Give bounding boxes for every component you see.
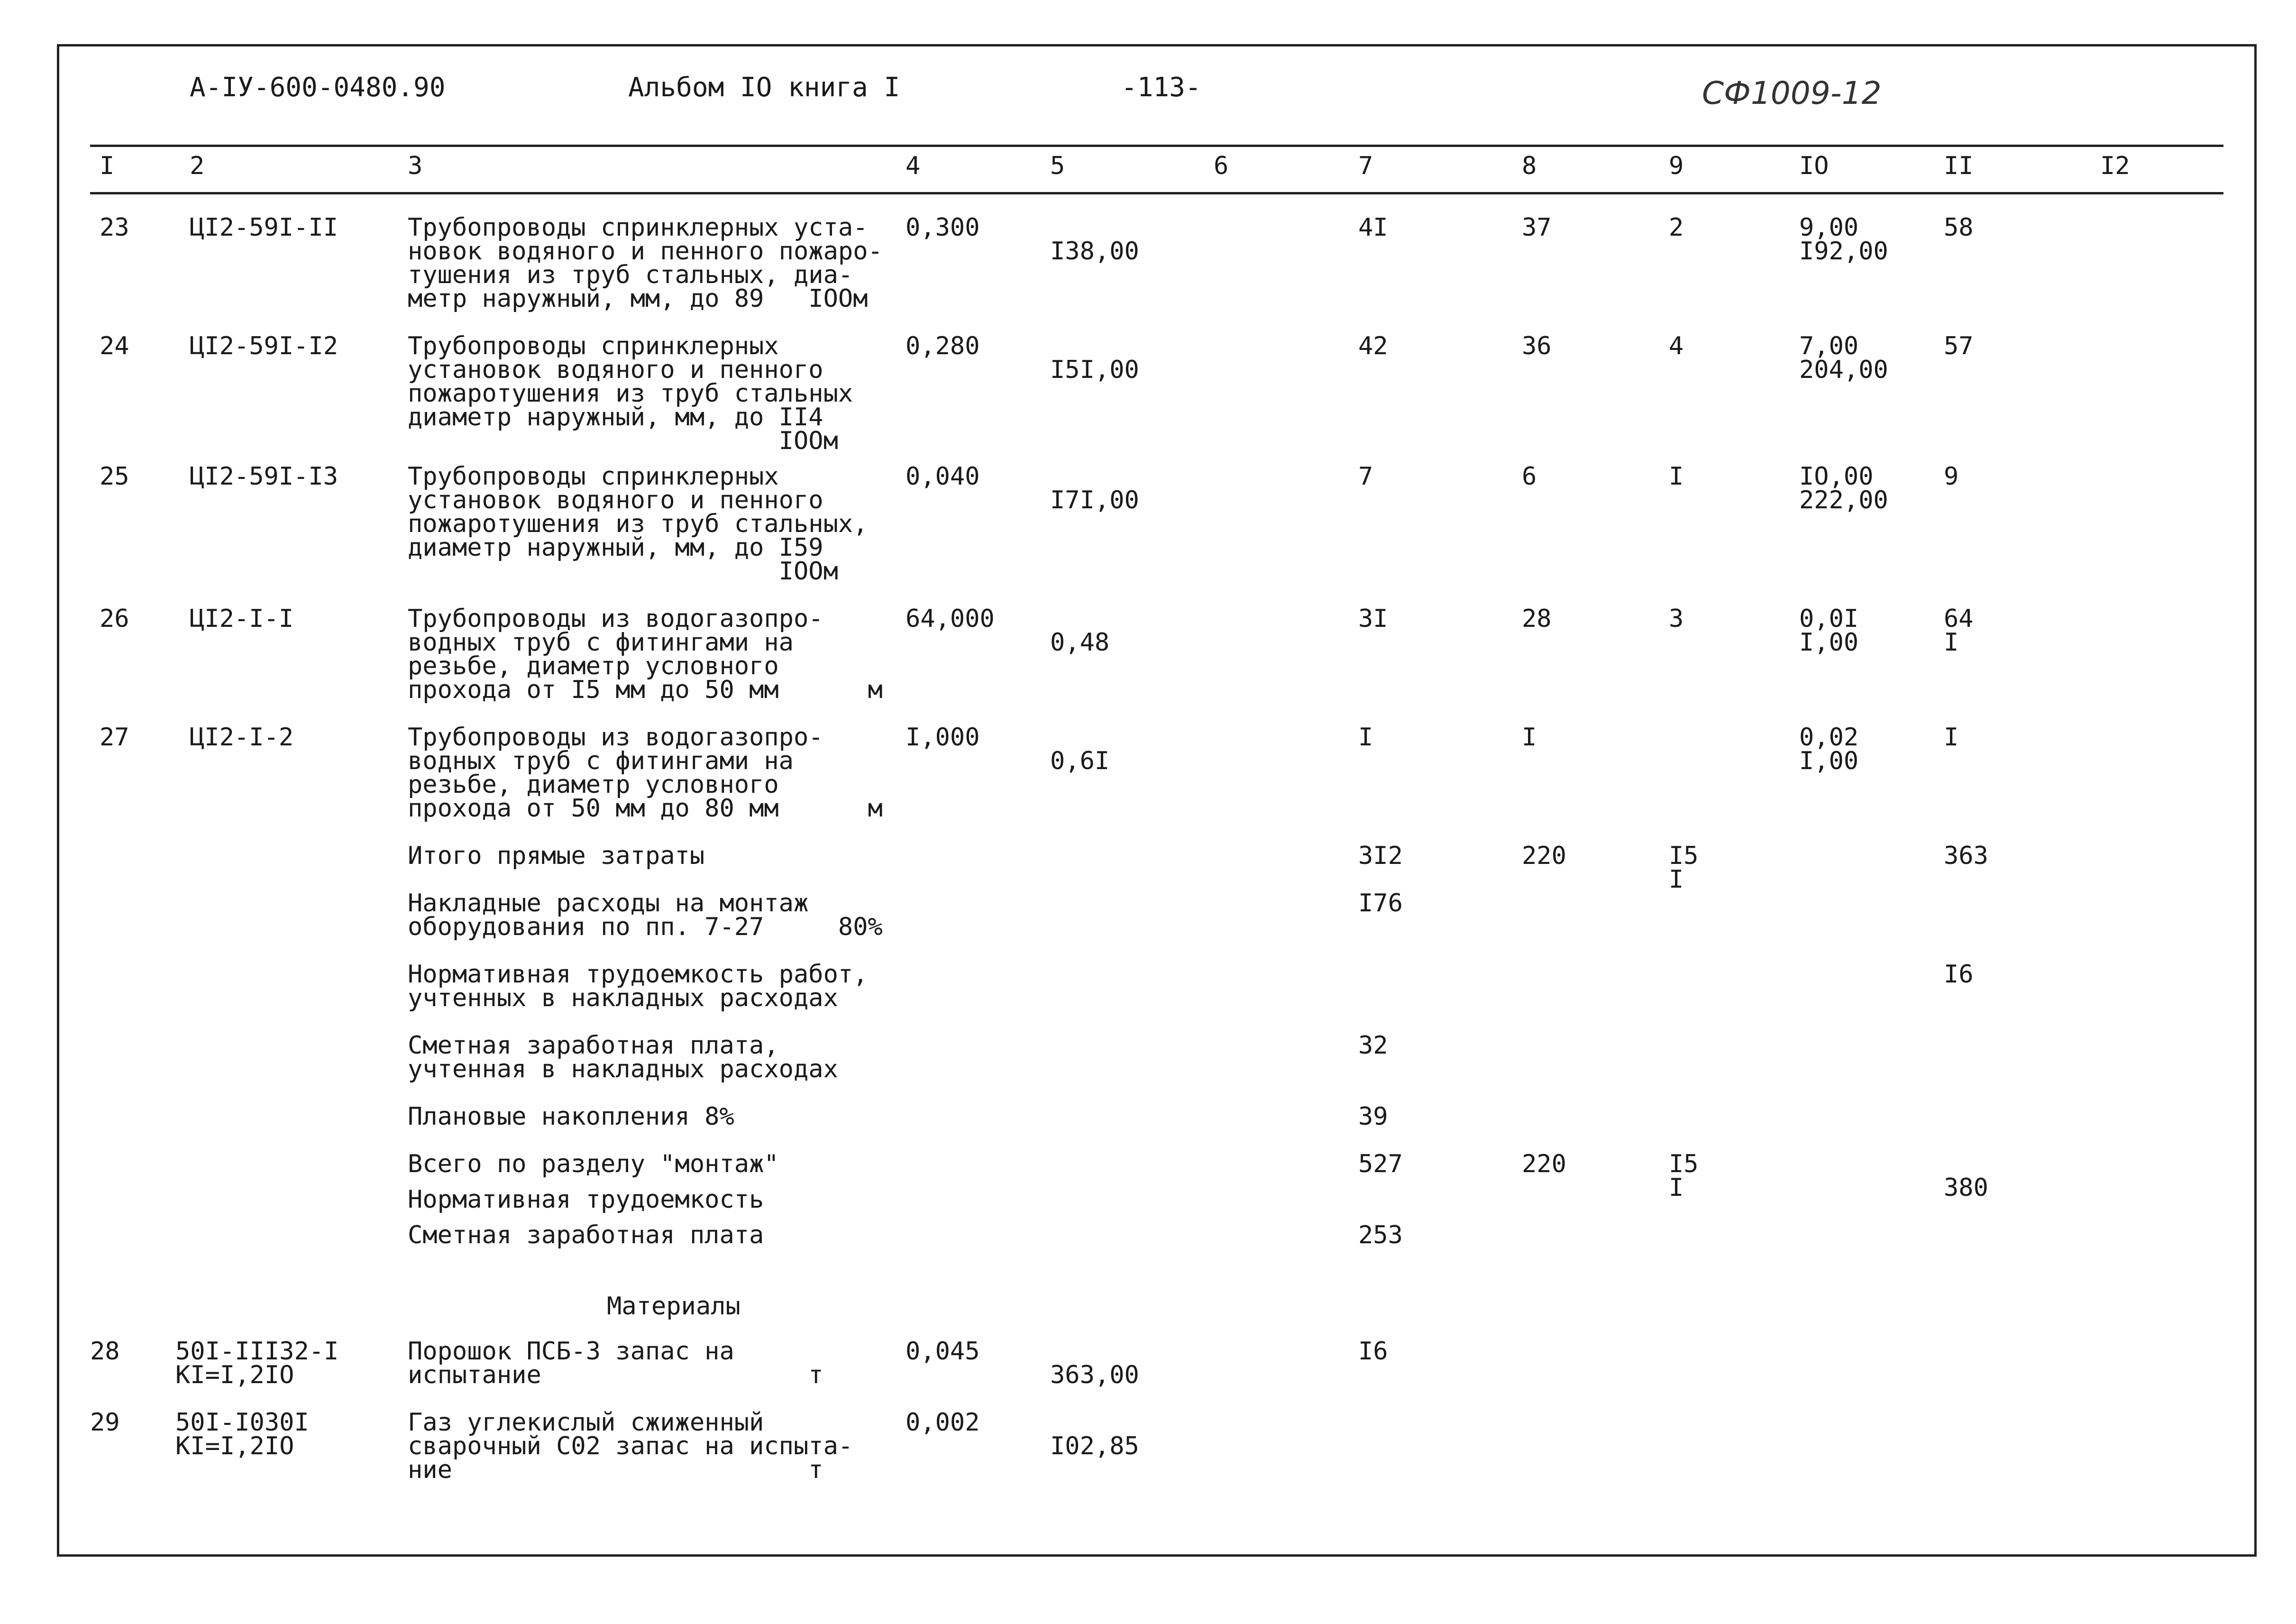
summary-labor-hours: 363 [1944,842,1988,870]
summary-label: Всего по разделу "монтаж" [408,1150,779,1178]
row-description: прохода от 50 мм до 80 мм м [408,794,883,823]
row-description: пожаротушения из труб стальных [408,379,853,408]
cost-cell: 7 [1358,462,1373,491]
row-number: 23 [100,213,129,242]
row-description: водных труб с фитингами на [408,747,794,775]
row-description: резьбе, диаметр условного [408,771,779,799]
page-number: -113- [1121,72,1201,103]
section-heading: Материалы [607,1292,741,1321]
cost-cell: I6 [1358,1337,1388,1366]
column-header: 7 [1358,152,1373,180]
resource-code: КI=I,2IО [175,1432,294,1460]
norm-cell: 204,00 [1799,356,1888,384]
quantity-cell: 0,045 [906,1337,980,1366]
machine-cost-cell: 3 [1669,605,1684,633]
column-header: 3 [408,152,423,180]
quantity-cell: 0,280 [906,332,980,360]
resource-code: ЦI2-59I-I2 [190,332,338,360]
labor-hours-cell: I [1944,628,1959,657]
row-description: новок водяного и пенного пожаро- [408,237,883,266]
norm-cell: 9,00 [1799,213,1859,242]
machine-cost-cell: 4 [1669,332,1684,360]
quantity-cell: 0,300 [906,213,980,242]
row-description: IOOм [408,557,838,586]
row-description: ние т [408,1456,823,1484]
row-description: метр наружный, мм, до 89 IOOм [408,284,868,313]
norm-cell: I,00 [1799,628,1859,657]
cost-cell: I [1358,723,1373,752]
row-description: резьбе, диаметр условного [408,652,779,680]
norm-cell: IO,00 [1799,462,1874,491]
column-header: 4 [906,152,921,180]
summary-label: Сметная заработная плата, [408,1031,779,1060]
row-description: Трубопроводы из водогазопро- [408,605,823,633]
column-header: 6 [1214,152,1229,180]
row-number: 26 [100,605,129,633]
unit-price-cell: I5I,00 [1050,356,1139,384]
norm-cell: 0,0I [1799,605,1859,633]
unit-price-cell: 0,6I [1050,747,1110,775]
resource-code: КI=I,2IО [175,1361,294,1389]
resource-code: ЦI2-59I-II [190,213,338,242]
norm-cell: 0,02 [1799,723,1859,752]
row-description: тушения из труб стальных, диа- [408,261,853,289]
summary-machine-cost: I [1669,865,1684,894]
resource-code: 50I-III32-I [175,1337,339,1366]
row-description: сварочный С02 запас на испыта- [408,1432,853,1460]
machine-cost-cell: 2 [1669,213,1684,242]
row-number: 24 [100,332,129,360]
resource-code: ЦI2-I-I [190,605,294,633]
row-number: 29 [90,1408,120,1437]
album-label: Альбом IО книга I [628,72,900,103]
column-header: I2 [2100,152,2130,180]
summary-cost: 39 [1358,1102,1388,1131]
row-description: IOOм [408,427,838,455]
summary-label: Накладные расходы на монтаж [408,889,809,918]
row-description: Газ углекислый сжиженный [408,1408,764,1437]
row-description: Трубопроводы из водогазопро- [408,723,823,752]
labor-cost-cell: 37 [1522,213,1552,242]
row-description: пожаротушения из труб стальных, [408,510,868,538]
summary-cost: 527 [1358,1150,1403,1178]
unit-price-cell: 0,48 [1050,628,1110,657]
quantity-cell: I,000 [906,723,980,752]
summary-label: Плановые накопления 8% [408,1102,734,1131]
summary-label: Нормативная трудоемкость [408,1185,764,1214]
norm-cell: 222,00 [1799,486,1888,514]
column-header: II [1944,152,1974,180]
norm-cell: I,00 [1799,747,1859,775]
unit-price-cell: I7I,00 [1050,486,1139,514]
column-header: 8 [1522,152,1537,180]
unit-price-cell: 363,00 [1050,1361,1139,1389]
summary-cost: 253 [1358,1221,1403,1249]
cost-cell: 3I [1358,605,1388,633]
unit-price-cell: I02,85 [1050,1432,1139,1460]
summary-labor-hours: I6 [1944,960,1974,989]
column-header: 9 [1669,152,1684,180]
summary-labor-cost: 220 [1522,842,1566,870]
row-description: установок водяного и пенного [408,356,823,384]
labor-cost-cell: 36 [1522,332,1552,360]
labor-hours-cell: 9 [1944,462,1959,491]
row-description: прохода от I5 мм до 50 мм м [408,676,883,704]
summary-machine-cost: I5 [1669,842,1699,870]
labor-hours-cell: 64 [1944,605,1974,633]
column-header: I [100,152,115,180]
summary-label: Сметная заработная плата [408,1221,764,1249]
machine-cost-cell: I [1669,462,1684,491]
row-description: диаметр наружный, мм, до II4 [408,403,823,431]
document-code: А-IУ-600-0480.90 [190,72,446,103]
column-header: 5 [1050,152,1065,180]
row-number: 25 [100,462,129,491]
labor-hours-cell: I [1944,723,1959,752]
row-description: Трубопроводы спринклерных [408,332,779,360]
column-header: 2 [190,152,205,180]
summary-labor-cost: 220 [1522,1150,1566,1178]
summary-label: оборудования по пп. 7-27 80% [408,913,883,941]
cost-cell: 42 [1358,332,1388,360]
page-frame [57,44,2257,1557]
column-header: IО [1799,152,1829,180]
summary-label: учтенная в накладных расходах [408,1055,838,1083]
row-description: Порошок ПСБ-3 запас на [408,1337,734,1366]
summary-machine-cost: I [1669,1174,1684,1202]
labor-cost-cell: I [1522,723,1537,752]
row-description: Трубопроводы спринклерных уста- [408,213,868,242]
row-description: установок водяного и пенного [408,486,823,514]
cost-cell: 4I [1358,213,1388,242]
unit-price-cell: I38,00 [1050,237,1139,266]
norm-cell: I92,00 [1799,237,1888,266]
summary-cost: 3I2 [1358,842,1403,870]
resource-code: ЦI2-I-2 [190,723,294,752]
labor-hours-cell: 57 [1944,332,1974,360]
quantity-cell: 64,000 [906,605,995,633]
handwritten-mark: СФ1009-12 [1702,75,1882,111]
labor-hours-cell: 58 [1944,213,1974,242]
resource-code: ЦI2-59I-I3 [190,462,338,491]
resource-code: 50I-I030I [175,1408,309,1437]
summary-label: Нормативная трудоемкость работ, [408,960,868,989]
row-number: 27 [100,723,129,752]
quantity-cell: 0,040 [906,462,980,491]
row-description: диаметр наружный, мм, до I59 [408,533,823,562]
summary-label: учтенных в накладных расходах [408,984,838,1012]
norm-cell: 7,00 [1799,332,1859,360]
labor-cost-cell: 6 [1522,462,1537,491]
summary-machine-cost: I5 [1669,1150,1699,1178]
header-bottom-rule [90,192,2223,194]
summary-labor-hours: 380 [1944,1174,1988,1202]
row-description: испытание т [408,1361,823,1389]
row-description: водных труб с фитингами на [408,628,794,657]
summary-label: Итого прямые затраты [408,842,705,870]
summary-cost: 32 [1358,1031,1388,1060]
summary-cost: I76 [1358,889,1403,918]
row-number: 28 [90,1337,120,1366]
labor-cost-cell: 28 [1522,605,1552,633]
quantity-cell: 0,002 [906,1408,980,1437]
header-top-rule [90,145,2223,147]
row-description: Трубопроводы спринклерных [408,462,779,491]
